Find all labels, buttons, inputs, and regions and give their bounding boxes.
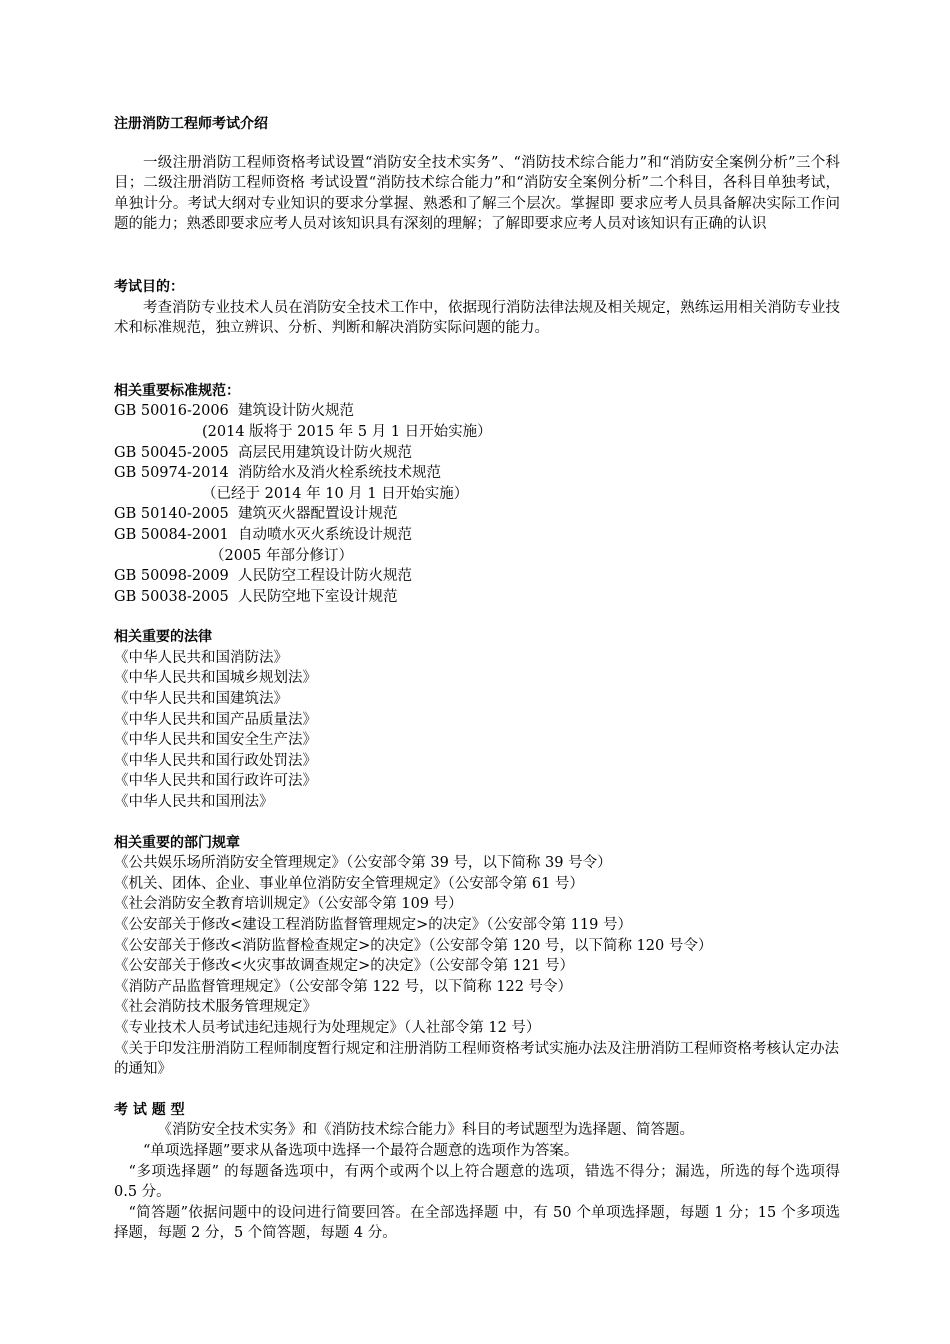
question-types-paragraph: “单项选择题”要求从备选项中选择一个最符合题意的选项作为答案。 bbox=[143, 1142, 579, 1159]
regulation-item: 《公安部关于修改<消防监督检查规定>的决定》（公安部令第 120 号，以下简称 120 号令） bbox=[114, 937, 713, 954]
law-item: 《中华人民共和国刑法》 bbox=[114, 794, 274, 811]
law-item: 《中华人民共和国消防法》 bbox=[114, 649, 288, 666]
law-item: 《中华人民共和国建筑法》 bbox=[114, 691, 288, 708]
standard-name: 人民防空工程设计防火规范 bbox=[238, 568, 412, 585]
standard-name: 消防给水及消火栓系统技术规范 bbox=[238, 465, 441, 482]
regulation-item: 《关于印发注册消防工程师制度暂行规定和注册消防工程师资格考试实施办法及注册消防工程师资格考核认定办法的通知》 bbox=[114, 1040, 839, 1078]
standard-note: （2005 年部分修订） bbox=[210, 547, 354, 564]
standard-item bbox=[114, 463, 840, 484]
law-item: 《中华人民共和国产品质量法》 bbox=[114, 711, 317, 728]
laws-heading: 相关重要的法律 bbox=[114, 629, 212, 646]
standards-list bbox=[114, 401, 840, 607]
standard-code: GB 50038-2005 bbox=[114, 588, 229, 605]
question-types-paragraph: “简答题”依据问题中的设问进行简要回答。在全部选择题 中，有 50 个单项选择题，每题 1 分；15 个多项选择题，每题 2 分，5 个简答题，每题 4 分。 bbox=[114, 1204, 840, 1242]
regulations-heading: 相关重要的部门规章 bbox=[114, 834, 240, 851]
standard-code: GB 50084-2001 bbox=[114, 526, 229, 543]
law-item: 《中华人民共和国行政许可法》 bbox=[114, 773, 317, 790]
regulation-item: 《公安部关于修改<建设工程消防监督管理规定>的决定》（公安部令第 119 号） bbox=[114, 917, 632, 933]
question-types-heading: 考 试 题 型 bbox=[114, 1101, 185, 1118]
standard-note: (2014 版将于 2015 年 5 月 1 日开始实施） bbox=[202, 423, 492, 440]
regulation-item: 《公安部关于修改<火灾事故调查规定>的决定》（公安部令第 121 号） bbox=[114, 958, 574, 975]
laws-list bbox=[114, 648, 840, 813]
standard-item bbox=[114, 504, 840, 525]
standard-name: 自动喷水灭火系统设计规范 bbox=[238, 526, 412, 543]
standard-code: GB 50974-2014 bbox=[114, 465, 229, 482]
standard-item bbox=[114, 566, 840, 587]
law-item: 《中华人民共和国安全生产法》 bbox=[114, 732, 317, 749]
question-types-body bbox=[114, 1120, 840, 1244]
standard-item bbox=[114, 525, 840, 546]
standard-code: GB 50016-2006 bbox=[114, 403, 229, 420]
standard-name: 高层民用建筑设计防火规范 bbox=[238, 444, 412, 461]
law-item: 《中华人民共和国城乡规划法》 bbox=[114, 670, 317, 687]
standard-code: GB 50140-2005 bbox=[114, 506, 229, 523]
standard-code: GB 50098-2009 bbox=[114, 568, 229, 585]
law-item: 《中华人民共和国行政处罚法》 bbox=[114, 752, 317, 769]
standard-item bbox=[114, 401, 840, 422]
regulation-item: 《公共娱乐场所消防安全管理规定》（公安部令第 39 号，以下简称 39 号令） bbox=[114, 855, 612, 872]
question-types-paragraph: “多项选择题” 的每题备选项中，有两个或两个以上符合题意的选项，错选不得分；漏选，所选的每个选项得 0.5 分。 bbox=[114, 1163, 840, 1201]
regulation-item: 《社会消防技术服务管理规定》 bbox=[114, 999, 317, 1016]
regulation-item: 《机关、团体、企业、事业单位消防安全管理规定》（公安部令第 61 号） bbox=[114, 875, 584, 892]
standard-item bbox=[114, 587, 840, 608]
document-body bbox=[114, 114, 840, 1244]
regulation-item: 《消防产品监督管理规定》（公安部令第 122 号，以下简称 122 号令） bbox=[114, 978, 573, 995]
purpose-heading: 考试目的： bbox=[114, 278, 184, 295]
regulation-item: 《社会消防安全教育培训规定》（公安部令第 109 号） bbox=[114, 896, 463, 913]
standard-item bbox=[114, 443, 840, 464]
regulation-item: 《专业技术人员考试违纪违规行为处理规定》（人社部令第 12 号） bbox=[114, 1019, 541, 1036]
page-title: 注册消防工程师考试介绍 bbox=[114, 116, 268, 132]
regulations-list bbox=[114, 853, 840, 1080]
standard-name: 建筑设计防火规范 bbox=[238, 403, 354, 420]
intro-paragraph: 一级注册消防工程师资格考试设置“消防安全技术实务”、“消防技术综合能力”和“消防安全案例分析”三个科目；二级注册消防工程师资格 考试设置“消防技术综合能力”和“消防安全案例分析”二个科目，各科目单独考试，单独计分。考试大纲对专业知识的要求分掌握、熟悉和了解三个层次。掌握即 要求应考人员具备解决实际工作问题的能力；熟悉即要求应考人员对该知识具有深刻的理解；了解即要求应考人员对该知识有正确的认识 bbox=[114, 154, 840, 233]
standards-heading: 相关重要标准规范： bbox=[114, 382, 240, 399]
standard-note: （已经于 2014 年 10 月 1 日开始实施） bbox=[202, 485, 469, 502]
standard-name: 人民防空地下室设计规范 bbox=[238, 588, 398, 605]
purpose-paragraph: 考查消防专业技术人员在消防安全技术工作中，依据现行消防法律法规及相关规定，熟练运用相关消防专业技术和标准规范，独立辨识、分析、判断和解决消防实际问题的能力。 bbox=[114, 299, 840, 337]
standard-name: 建筑灭火器配置设计规范 bbox=[238, 506, 398, 523]
standard-code: GB 50045-2005 bbox=[114, 444, 229, 461]
question-types-paragraph: 《消防安全技术实务》和《消防技术综合能力》科目的考试题型为选择题、简答题。 bbox=[157, 1122, 694, 1139]
